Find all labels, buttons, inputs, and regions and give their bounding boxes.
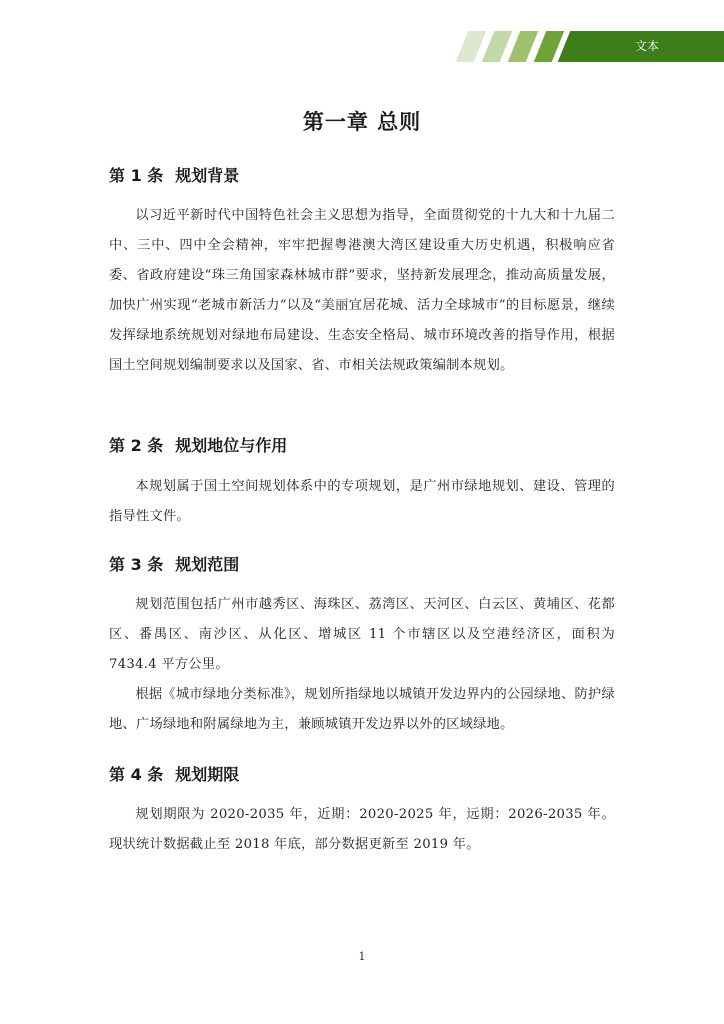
article-number: 第 2 条: [109, 436, 164, 455]
article-title: 规划地位与作用: [175, 436, 288, 455]
chapter-title: 第一章 总则: [302, 110, 422, 134]
article-paragraph: 根据《城市绿地分类标准》，规划所指绿地以城镇开发边界内的公园绿地、防护绿地、广场绿地和附属绿地为主，兼顾城镇开发边界以外的区域绿地。: [109, 687, 615, 732]
header-stripe: [482, 31, 513, 62]
page-number: 1: [358, 950, 366, 963]
article-paragraph: 以习近平新时代中国特色社会主义思想为指导，全面贯彻党的十九大和十九届二中、三中、四中全会精神，牢牢把握粤港澳大湾区建设重大历史机遇，积极响应省委、省政府建设“珠三角国家森林城市群”要求，坚持新发展理念，推动高质量发展，加快广州实现“老城市新活力”以及“美丽宜居花城、活力全球城市”的目标愿景，继续发挥绿地系统规划对绿地布局建设、生态安全格局、城市环境改善的指导作用，根据国土空间规划编制要求以及国家、省、市相关法规政策编制本规划。: [109, 208, 615, 373]
header-band: [450, 31, 724, 62]
article-title: 规划背景: [175, 166, 240, 185]
article-heading: [109, 762, 239, 785]
header-stripe: [456, 31, 487, 62]
article-heading: [109, 552, 239, 575]
article-heading: [109, 433, 287, 456]
article-number: 第 3 条: [109, 555, 164, 574]
article-paragraph: 本规划属于国土空间规划体系中的专项规划，是广州市绿地规划、建设、管理的指导性文件。: [109, 479, 615, 524]
article-title: 规划期限: [175, 765, 240, 784]
article-paragraph: 规划期限为 2020-2035 年，近期：2020-2025 年，远期：2026-2035 年。现状统计数据截止至 2018 年底，部分数据更新至 2019 年。: [109, 807, 615, 852]
article-paragraph: 规划范围包括广州市越秀区、海珠区、荔湾区、天河区、白云区、黄埔区、花都区、番禺区、南沙区、从化区、增城区 11 个市辖区以及空港经济区，面积为 7434.4 平方公里。: [109, 597, 615, 672]
article-heading: [109, 163, 239, 186]
article-title: 规划范围: [175, 555, 240, 574]
article-number: 第 4 条: [109, 765, 164, 784]
article-number: 第 1 条: [109, 166, 164, 185]
header-stripe: [508, 31, 539, 62]
header-label: 文本: [634, 39, 659, 53]
